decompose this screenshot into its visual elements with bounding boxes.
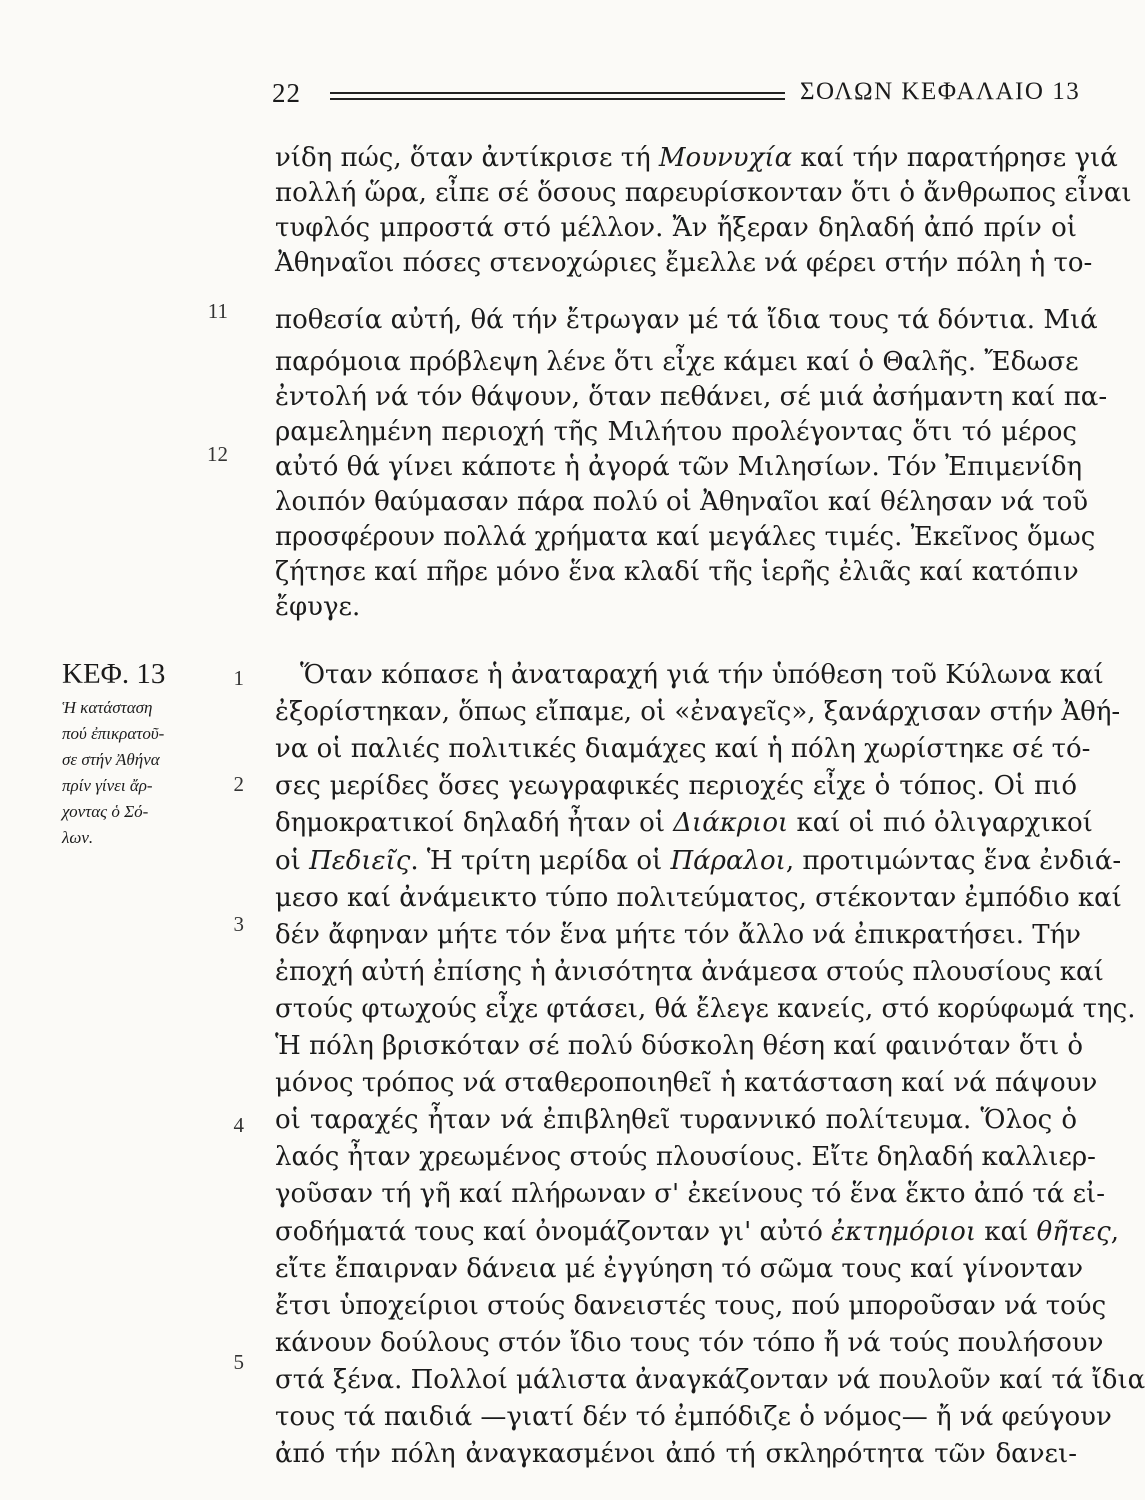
sidenote-line: χοντας ὁ Σό- — [62, 802, 149, 821]
text-line: δημοκρατικοί δηλαδή ἦταν οἱ Διάκριοι καί οἱ πιό ὀλιγαρχικοί — [275, 808, 1093, 839]
text-line: μόνος τρόπος νά σταθεροποιηθεῖ ἡ κατάσταση καί νά πάψουν — [275, 1068, 1098, 1099]
text-line: λαός ἦταν χρεωμένος στούς πλουσίους. Εἴτε δηλαδή καλλιερ- — [275, 1142, 1096, 1173]
text-line: αὐτό θά γίνει κάποτε ἡ ἀγορά τῶν Μιλησίων. Τόν Ἐπιμενίδη — [275, 452, 1083, 482]
text-line: στούς φτωχούς εἶχε φτάσει, θά ἔλεγε κανείς, στό κορύφωμά της. — [275, 993, 1136, 1024]
text-line: σοδήματά τους καί ὀνομάζονταν γι' αὐτό ἐκτημόριοι καί θῆτες, — [275, 1216, 1119, 1247]
sidenote-line: πού ἐπικρατοῦ- — [62, 724, 165, 743]
text-line: δέν ἄφηναν μήτε τόν ἕνα μήτε τόν ἄλλο νά ἐπικρατήσει. Τήν — [275, 919, 1081, 950]
text-line: ἔφυγε. — [275, 592, 361, 622]
text-line: οἱ Πεδιεῖς. Ἡ τρίτη μερίδα οἱ Πάραλοι, προτιμώντας ἕνα ἐνδιά- — [275, 845, 1122, 876]
chapter-heading: ΚΕΦ. 13 — [62, 658, 166, 690]
text-line: νίδη πώς, ὅταν ἀντίκρισε τή Μουνυχία καί τήν παρατήρησε γιά — [275, 143, 1118, 173]
text-line: ἐποχή αὐτή ἐπίσης ἡ ἀνισότητα ἀνάμεσα στούς πλουσίους καί — [275, 956, 1104, 987]
text-line: σες μερίδες ὅσες γεωγραφικές περιοχές εἶχε ὁ τόπος. Οἱ πιό — [275, 771, 1077, 802]
text-line: ἔτσι ὑποχείριοι στούς δανειστές τους, πού μποροῦσαν νά τούς — [275, 1290, 1107, 1321]
sidenote-line: Ἡ κατάσταση — [62, 698, 153, 717]
sidenote-line: σε στήν Ἀθήνα — [62, 750, 160, 769]
text-line: τυφλός μπροστά στό μέλλον. Ἄν ἤξεραν δηλαδή ἀπό πρίν οἱ — [275, 213, 1077, 243]
text-line: Ἀθηναῖοι πόσες στενοχώριες ἔμελλε νά φέρει στήν πόλη ἡ το- — [275, 248, 1093, 278]
text-line: λοιπόν θαύμασαν πάρα πολύ οἱ Ἀθηναῖοι καί θέλησαν νά τοῦ — [275, 487, 1089, 517]
text-line: προσφέρουν πολλά χρήματα καί μεγάλες τιμές. Ἐκεῖνος ὅμως — [275, 522, 1096, 552]
margin-line-number: 1 — [233, 666, 244, 690]
text-line: ἐξορίστηκαν, ὅπως εἴπαμε, οἱ «ἐναγεῖς», ξανάρχισαν στήν Ἀθή- — [275, 697, 1121, 728]
text-line: Ὅταν κόπασε ἡ ἀναταραχή γιά τήν ὑπόθεση τοῦ Κύλωνα καί — [300, 660, 1104, 690]
text-line: ἐντολή νά τόν θάψουν, ὅταν πεθάνει, σέ μιά ἀσήμαντη καί πα- — [275, 382, 1108, 412]
page-number: 22 — [272, 78, 301, 108]
text-line: παρόμοια πρόβλεψη λένε ὅτι εἶχε κάμει καί ὁ Θαλῆς. Ἔδωσε — [275, 347, 1079, 377]
sidenote-line: λων. — [62, 828, 94, 847]
text-line: πολλή ὥρα, εἶπε σέ ὅσους παρευρίσκονταν ὅτι ὁ ἄνθρωπος εἶναι — [275, 178, 1132, 208]
header-rule — [330, 92, 785, 100]
sidenote-line: πρίν γίνει ἄρ- — [62, 776, 153, 795]
text-line: να οἱ παλιές πολιτικές διαμάχες καί ἡ πόλη χωρίστηκε σέ τό- — [275, 734, 1091, 765]
text-line: στά ξένα. Πολλοί μάλιστα ἀναγκάζονταν νά πουλοῦν καί τά ἴδια — [275, 1364, 1145, 1395]
text-line: τους τά παιδιά —γιατί δέν τό ἐμπόδιζε ὁ νόμος— ἤ νά φεύγουν — [275, 1402, 1112, 1432]
margin-line-number: 12 — [207, 442, 228, 466]
margin-line-number: 4 — [233, 1113, 244, 1137]
text-line: ραμελημένη περιοχή τῆς Μιλήτου προλέγοντας ὅτι τό μέρος — [275, 417, 1077, 447]
text-line: εἴτε ἔπαιρναν δάνεια μέ ἐγγύηση τό σῶμα τους καί γίνονταν — [275, 1253, 1084, 1284]
text-line: ποθεσία αὐτή, θά τήν ἔτρωγαν μέ τά ἴδια τους τά δόντια. Μιά — [275, 305, 1098, 335]
margin-line-number: 2 — [233, 772, 244, 796]
running-title: ΣΟΛΩΝ ΚΕΦΑΛΑΙΟ 13 — [800, 78, 1081, 105]
text-line: κάνουν δούλους στόν ἴδιο τους τόν τόπο ἤ νά τούς πουλήσουν — [275, 1327, 1104, 1358]
text-line: γοῦσαν τή γῆ καί πλήρωναν σ' ἐκείνους τό ἕνα ἕκτο ἀπό τά εἰ- — [275, 1179, 1106, 1210]
margin-line-number: 3 — [233, 912, 244, 936]
margin-line-number: 5 — [233, 1350, 244, 1374]
text-line: ἀπό τήν πόλη ἀναγκασμένοι ἀπό τή σκληρότητα τῶν δανει- — [275, 1439, 1077, 1470]
text-line: ζήτησε καί πῆρε μόνο ἕνα κλαδί τῆς ἱερῆς ἐλιᾶς καί κατόπιν — [275, 557, 1079, 587]
text-line: μεσο καί ἀνάμεικτο τύπο πολιτεύματος, στέκονταν ἐμπόδιο καί — [275, 882, 1122, 913]
margin-line-number: 11 — [207, 299, 228, 323]
text-line: οἱ ταραχές ἦταν νά ἐπιβληθεῖ τυραννικό πολίτευμα. Ὅλος ὁ — [275, 1105, 1077, 1136]
text-line: Ἡ πόλη βρισκόταν σέ πολύ δύσκολη θέση καί φαινόταν ὅτι ὁ — [275, 1031, 1084, 1061]
